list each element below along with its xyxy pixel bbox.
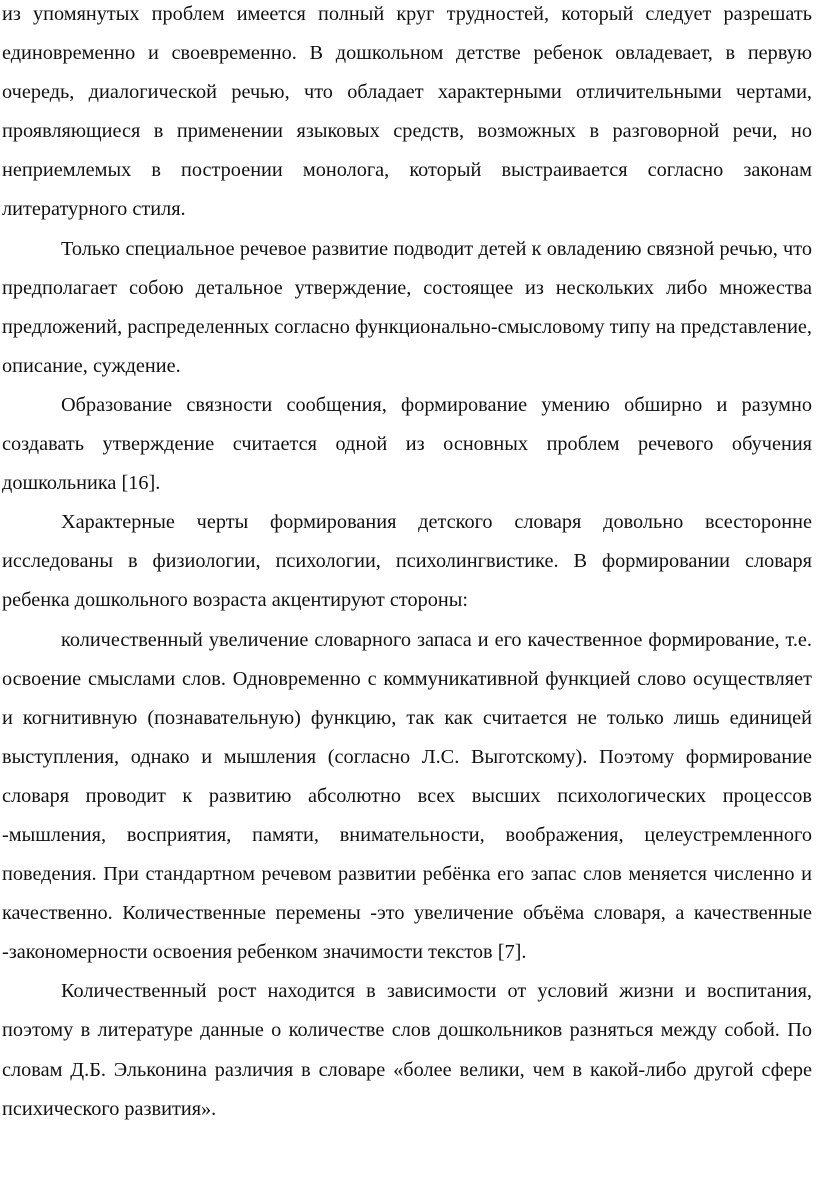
- paragraph-5: количественный увеличение словарного запаса и его качественное формирование, т.е. освоение смыслами слов. Одновременно с коммуникативной функцией слово осуществляет и когнитивную (познавательную) функцию, так как считается не только лишь единицей выступления, однако и мышления (согласно Л.С. Выготскому). Поэтому формирование словаря проводит к развитию абсолютно всех высших психологических процессов -мышления, восприятия, памяти, внимательности, воображения, целеустремленного поведения. При стандартном речевом развитии ребёнка его запас слов меняется численно и качественно. Количественные перемены -это увеличение объёма словаря, а качественные -закономерности освоения ребенком значимости текстов [7].: [2, 628, 812, 964]
- paragraph-1: из упомянутых проблем имеется полный круг трудностей, который следует разрешать единовременно и своевременно. В дошкольном детстве ребенок овладевает, в первую очередь, диалогической речью, что обладает характерными отличительными чертами, проявляющиеся в применении языковых средств, возможных в разговорной речи, но неприемлемых в построении монолога, который выстраивается согласно законам литературного стиля.: [2, 3, 812, 221]
- paragraph-6: Количественный рост находится в зависимости от условий жизни и воспитания, поэтому в литературе данные о количестве слов дошкольников разняться между собой. По словам Д.Б. Эльконина различия в словаре «более велики, чем в какой-либо другой сфере психического развития».: [2, 980, 812, 1120]
- paragraph-3: Образование связности сообщения, формирование умению обширно и разумно создавать утверждение считается одной из основных проблем речевого обучения дошкольника [16].: [2, 393, 812, 495]
- paragraph-4: Характерные черты формирования детского словаря довольно всесторонне исследованы в физиологии, психологии, психолингвистике. В формировании словаря ребенка дошкольного возраста акцентируют стороны:: [2, 511, 812, 612]
- paragraph-2: Только специальное речевое развитие подводит детей к овладению связной речью, что предполагает собою детальное утверждение, состоящее из нескольких либо множества предложений, распределенных согласно функционально-смысловому типу на представление, описание, суждение.: [2, 237, 812, 377]
